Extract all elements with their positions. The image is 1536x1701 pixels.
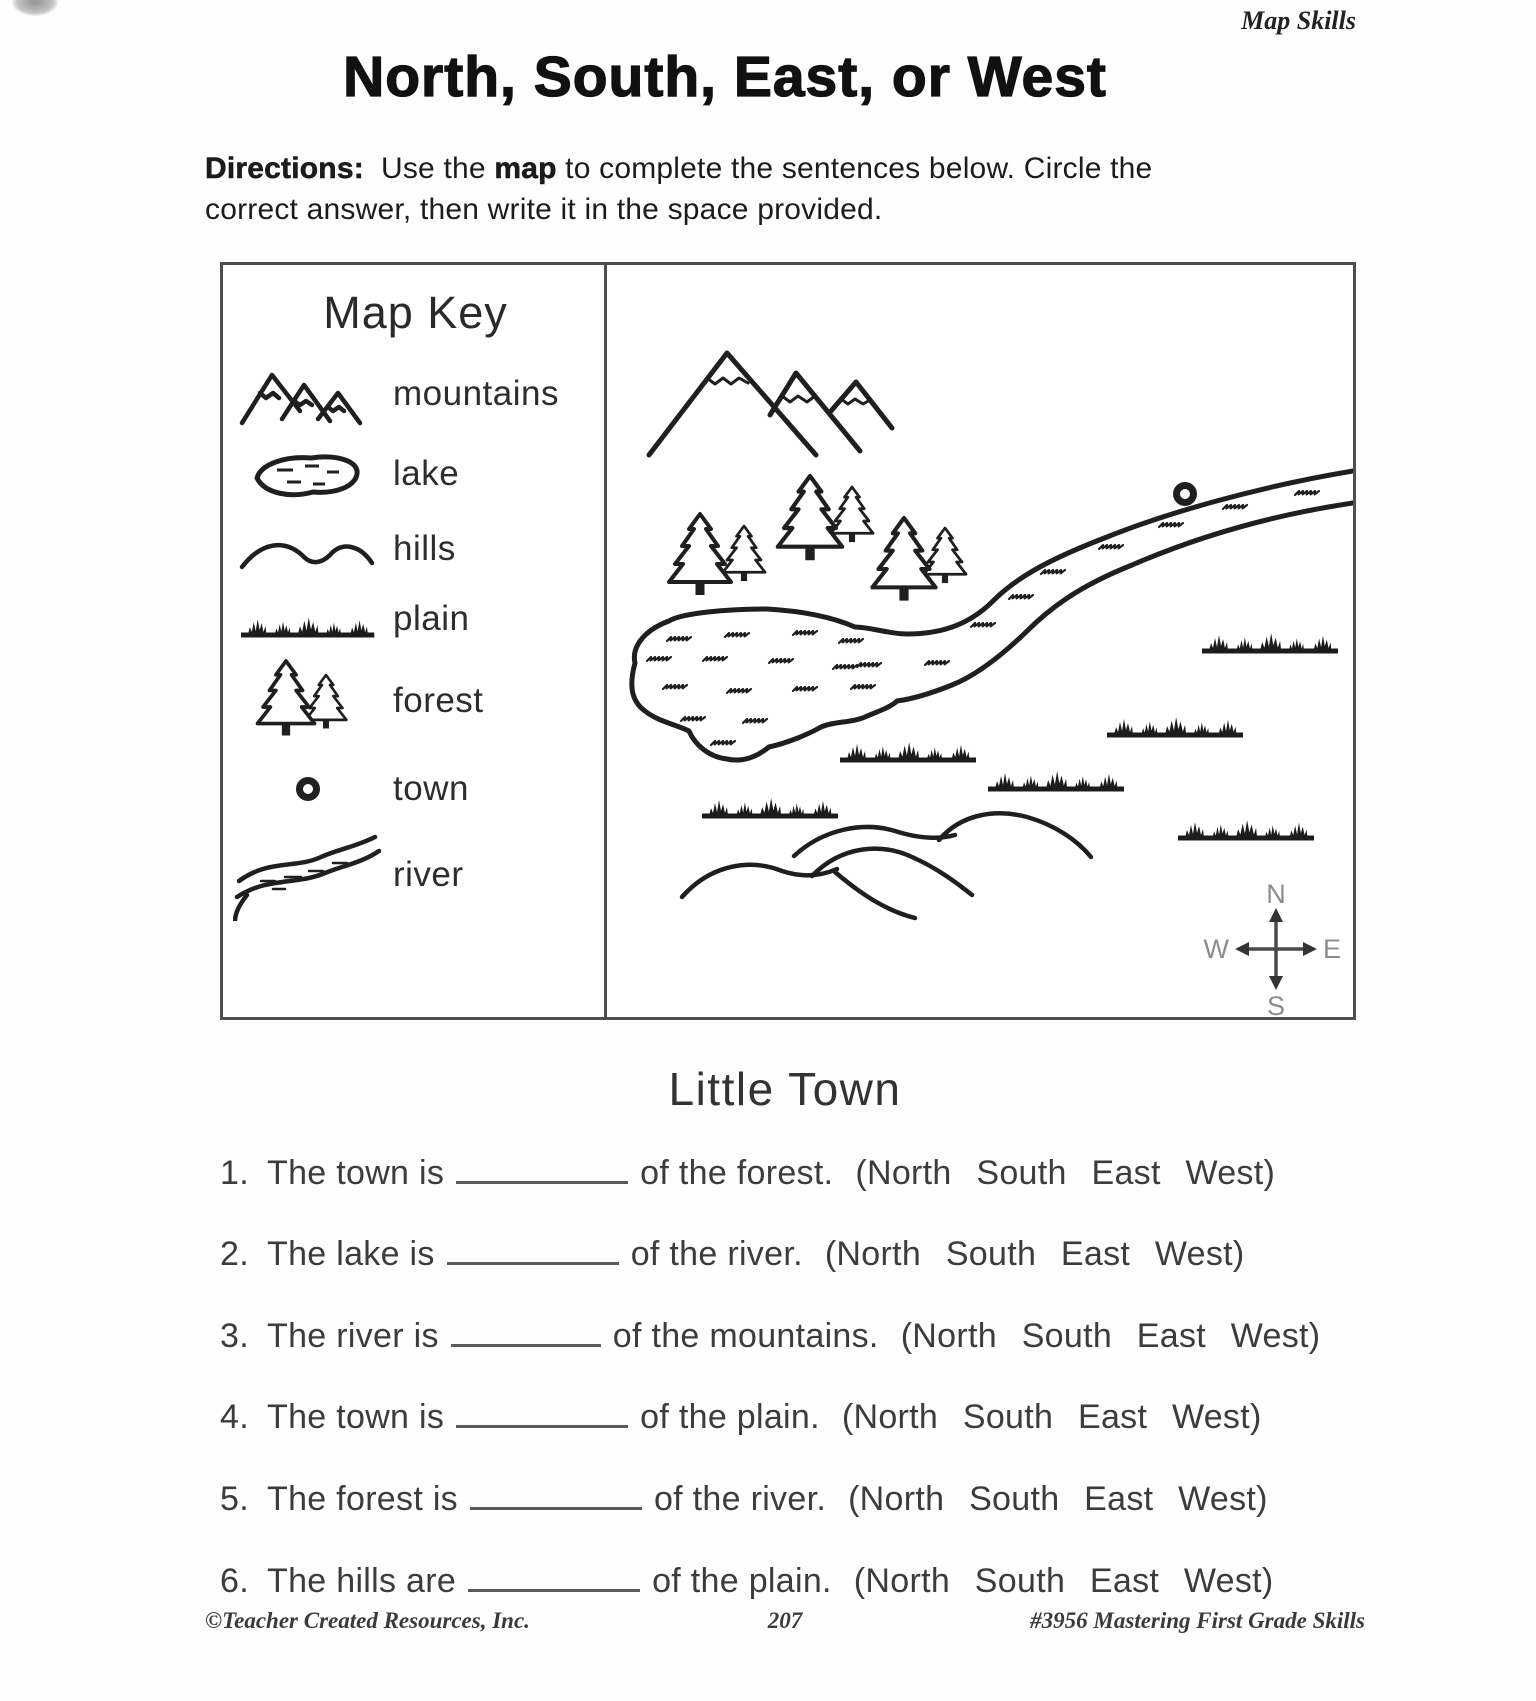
question-number: 5. (220, 1479, 249, 1518)
lake-icon (233, 444, 383, 504)
key-row-hills (233, 513, 598, 585)
key-row-town (233, 749, 598, 829)
footer-publisher: ©Teacher Created Resources, Inc. (205, 1608, 530, 1633)
footer-page-number: 207 (767, 1608, 803, 1633)
question-row-1 (205, 1150, 1385, 1193)
question-number: 6. (220, 1561, 249, 1600)
map-drawing (607, 265, 1353, 1017)
answer-blank[interactable] (447, 1232, 619, 1266)
key-row-river (233, 829, 598, 921)
key-row-lake (233, 435, 598, 513)
compass-west-label: W (1203, 934, 1229, 964)
questions-list (205, 1150, 1385, 1640)
answer-blank[interactable] (456, 1150, 628, 1184)
page-footer (205, 1608, 1365, 1634)
town-marker (1177, 486, 1194, 503)
answer-options[interactable]: (North South East West) (855, 1153, 1276, 1192)
question-row-3 (205, 1313, 1385, 1356)
answer-blank[interactable] (451, 1313, 601, 1347)
question-text-before: The hills are (267, 1561, 457, 1600)
question-number: 3. (220, 1316, 249, 1355)
hills-icon (233, 523, 383, 575)
question-text-after: of the forest. (640, 1153, 834, 1192)
question-text-after: of the plain. (652, 1561, 832, 1600)
question-text-before: The lake is (267, 1235, 435, 1274)
question-text-before: The town is (267, 1153, 445, 1192)
question-row-4 (205, 1395, 1385, 1438)
hills-drawing (682, 813, 1091, 918)
directions-label: Directions: (205, 152, 364, 185)
question-row-2 (205, 1232, 1385, 1275)
map-key-panel (223, 265, 607, 1017)
river-and-lake-drawing (632, 471, 1353, 760)
town-icon (233, 767, 383, 811)
directions-text: Directions: Use the map to complete the sentences below. Circle the correct answer, then write it in the space provided. (205, 152, 1153, 227)
forest-drawing (669, 476, 966, 601)
key-label-forest: forest (393, 681, 484, 720)
key-row-forest (233, 653, 598, 749)
question-text-before: The forest is (267, 1479, 458, 1518)
key-label-town: town (393, 769, 469, 808)
key-row-mountains (233, 353, 598, 435)
mountains-drawing (649, 353, 892, 455)
map-title: Little Town (668, 1063, 902, 1115)
question-number: 1. (220, 1153, 249, 1192)
question-text-after: of the river. (653, 1479, 827, 1518)
page-title: North, South, East, or West (343, 45, 1107, 109)
footer-book-title: #3956 Mastering First Grade Skills (1030, 1608, 1366, 1633)
scan-artifact (12, 0, 58, 16)
plain-icon (233, 597, 383, 641)
compass-north-label: N (1266, 879, 1286, 909)
answer-blank[interactable] (470, 1476, 642, 1510)
key-label-hills: hills (393, 529, 456, 568)
map-figure (220, 262, 1356, 1020)
key-label-mountains: mountains (393, 374, 559, 413)
river-icon (233, 829, 383, 921)
answer-blank[interactable] (468, 1558, 640, 1592)
compass-east-label: E (1323, 934, 1342, 964)
question-text-after: of the river. (630, 1235, 803, 1274)
plain-drawing (702, 633, 1338, 838)
forest-icon (233, 653, 383, 749)
answer-options[interactable]: (North South East West) (848, 1479, 1268, 1518)
answer-options[interactable]: (North South East West) (824, 1235, 1245, 1274)
question-text-before: The river is (267, 1316, 439, 1355)
question-text-after: of the plain. (640, 1398, 820, 1437)
answer-blank[interactable] (456, 1395, 628, 1429)
map-key-title: Map Key (323, 287, 508, 338)
answer-options[interactable]: (North South East West) (841, 1398, 1262, 1437)
question-row-6 (205, 1558, 1385, 1601)
answer-options[interactable]: (North South East West) (853, 1561, 1274, 1600)
question-row-5 (205, 1476, 1385, 1519)
question-number: 4. (220, 1398, 249, 1437)
answer-options[interactable]: (North South East West) (900, 1316, 1321, 1355)
key-label-lake: lake (393, 454, 460, 493)
mountains-icon (233, 359, 383, 429)
key-label-plain: plain (393, 599, 470, 638)
compass-south-label: S (1266, 991, 1286, 1017)
page-header-label: Map Skills (1241, 6, 1356, 35)
compass-rose (1204, 879, 1342, 1017)
key-row-plain (233, 585, 598, 653)
question-text-after: of the mountains. (612, 1316, 879, 1355)
question-number: 2. (220, 1235, 249, 1274)
key-label-river: river (393, 855, 464, 894)
question-text-before: The town is (267, 1398, 445, 1437)
